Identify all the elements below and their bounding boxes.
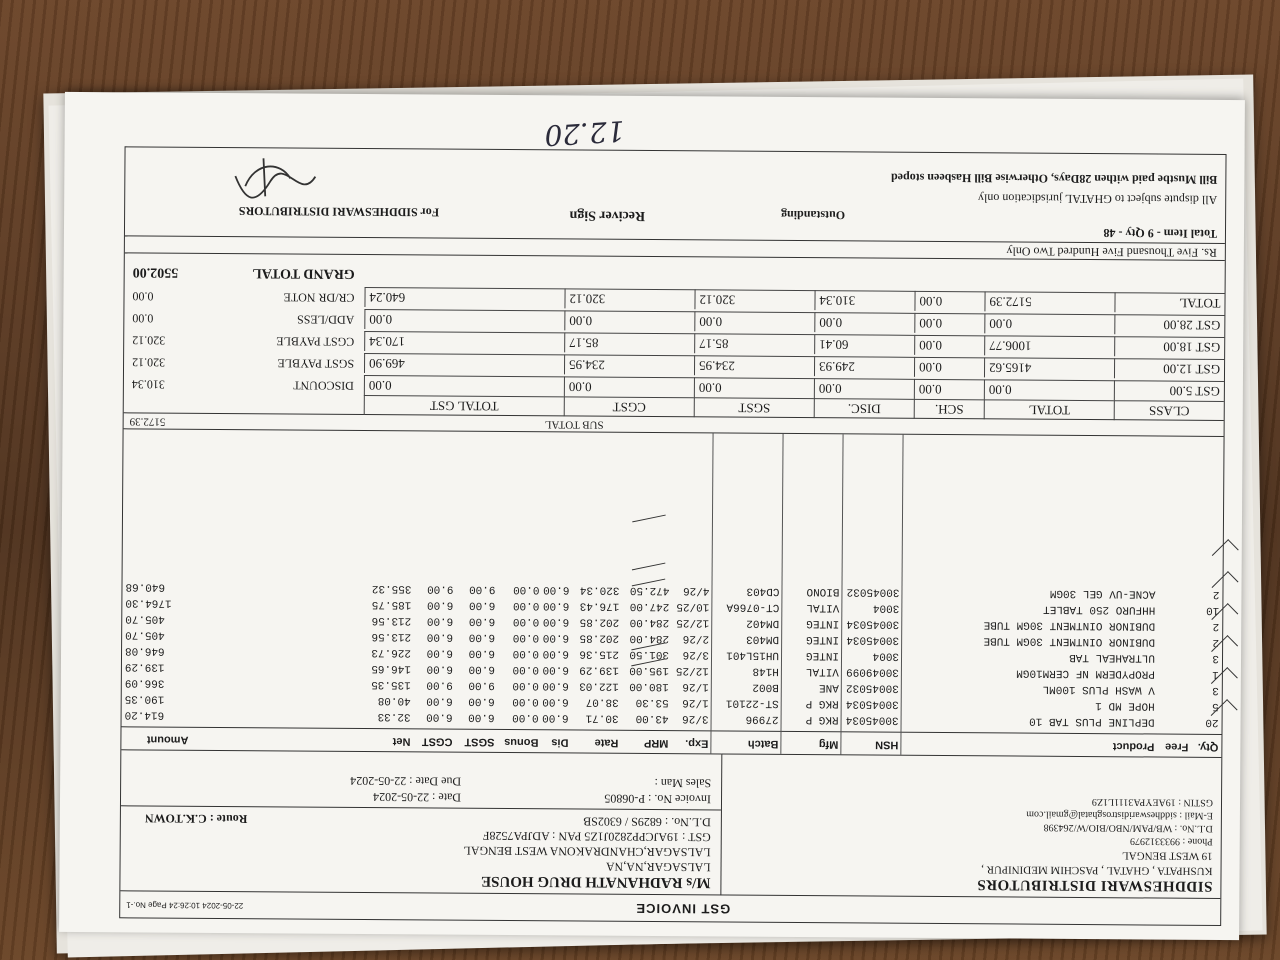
summary-value: 320.12 [132, 333, 166, 348]
gst-header-disc: DISC. [814, 398, 914, 419]
item-sgst: 6.00 [468, 646, 496, 659]
item-amount: 614.20 [124, 708, 165, 721]
gst-cell-cls: GST 12.00 [1114, 358, 1224, 379]
item-sgst: 6.00 [468, 598, 496, 611]
summary-row [124, 307, 364, 329]
item-exp: 3/26 [682, 648, 710, 661]
item-sgst: 6.00 [468, 710, 495, 723]
item-mfg: ANE [818, 681, 839, 694]
header-exp: Exp. [685, 737, 709, 750]
item-bonus: 0.00 [512, 711, 539, 724]
gst-cell-disc: 60.41 [814, 334, 914, 355]
item-mfg: BIONO [806, 585, 840, 598]
buyer-address-2: LALSAGAR,CHANDRAKONA WEST BENGAL [463, 843, 711, 860]
gst-cell-sch: 0.00 [914, 335, 984, 355]
item-qty: 1 [1212, 667, 1219, 680]
item-exp: 2/26 [682, 632, 710, 645]
total-items-qty: Total Item - 9 Qty - 48 [1103, 226, 1218, 241]
seller-phone: Phone : 9933312979 [1129, 835, 1213, 847]
sales-man: Sales Man : [654, 776, 712, 791]
item-sgst: 9.00 [469, 582, 496, 595]
item-hsn: 30045034 [845, 697, 899, 710]
item-dis: 6.00 [542, 615, 570, 628]
summary-value: 0.00 [132, 311, 154, 326]
receiver-sign-label: Reciver Sign [569, 207, 646, 223]
gst-cell-total: 5172.39 [984, 291, 1114, 312]
item-product: DEPLINE PLUS TAB 10 [1029, 714, 1155, 728]
item-hsn: 3004 [872, 649, 900, 662]
item-sgst: 6.00 [468, 630, 496, 643]
item-rate: 202.85 [579, 615, 620, 628]
item-batch: ST-22101 [725, 696, 779, 709]
summary-label: SGST PAYBLE [277, 356, 355, 371]
item-mrp: 180.00 [629, 679, 669, 693]
item-exp: 4/26 [683, 584, 710, 597]
item-net: 355.32 [371, 582, 412, 595]
item-mrp: 472.50 [629, 583, 670, 597]
seller-gstin: GSTIN : 19AEYPA3111L1Z9 [1091, 796, 1214, 808]
grand-total-label: GRAND TOTAL [252, 265, 355, 281]
item-mfg: VITAL [805, 665, 839, 678]
item-free [1158, 665, 1192, 681]
item-cgst: 6.00 [426, 630, 454, 643]
item-qty: 10 [1206, 603, 1220, 616]
item-cgst: 6.00 [426, 662, 453, 675]
item-exp: 10/25 [676, 600, 710, 613]
item-dis: 6.00 [542, 679, 569, 692]
item-mrp: 301.50 [629, 647, 670, 661]
item-amount: 366.09 [124, 676, 165, 689]
item-rate: 38.07 [585, 695, 619, 708]
item-dis: 6.00 [542, 711, 569, 724]
gst-cell-cgst: 0.00 [564, 310, 694, 331]
item-product: HHFURO 250 TABLET [1043, 602, 1156, 616]
item-exp: 1/26 [682, 696, 709, 709]
handwritten-note: 12.20 [543, 114, 626, 153]
item-bonus: 0.00 [512, 615, 540, 628]
item-dis: 6.00 [542, 599, 570, 612]
item-dis: 6.00 [543, 583, 570, 596]
gst-header-cls: CLASS [1114, 400, 1224, 421]
item-sgst: 6.00 [468, 694, 495, 707]
item-cgst: 6.00 [426, 710, 453, 723]
seller-name: SIDDHESWARI DISTRIBUTORS [976, 876, 1213, 894]
item-cgst: 9.00 [426, 678, 453, 691]
header-sgst: SGST [464, 735, 495, 748]
item-rate: 215.36 [579, 647, 620, 660]
gst-cell-tgst: 640.24 [364, 287, 564, 308]
gst-cell-tgst: 0.00 [364, 309, 564, 330]
item-qty: 20 [1205, 715, 1219, 728]
gst-cell-disc: 310.34 [814, 290, 914, 311]
item-dis: 6.00 [542, 695, 569, 708]
summary-value: 320.12 [132, 355, 166, 370]
item-rate: 139.29 [579, 663, 619, 676]
gst-cell-disc: 0.00 [814, 312, 914, 333]
item-net: 213.56 [371, 630, 412, 643]
outstanding-label: Outstanding [781, 207, 846, 223]
item-mrp: 284.00 [629, 615, 670, 629]
item-sgst: 6.00 [468, 614, 496, 627]
header-dis: Dis [551, 736, 569, 749]
item-free [1158, 601, 1192, 617]
item-hsn: 30045034 [846, 633, 900, 646]
item-mfg: VITAL [806, 601, 840, 614]
item-mrp: 195.00 [629, 663, 669, 677]
jurisdiction-note: All dispute subject to GHATAL jurisdication only [977, 191, 1218, 207]
item-product: PROPYDERM NF CERM10GM [1016, 666, 1155, 680]
header-qty: Qty. [1197, 740, 1219, 753]
invoice-date: Date : 22-05-2024 [372, 790, 462, 805]
seller-address-1: KUSHPATA , GHATAL , PASCHIM MEDINIPUR , [981, 863, 1213, 877]
buyer-dl: D.L.No. : 6829S / 6302SB [583, 814, 711, 830]
item-bonus: 0.00 [513, 583, 540, 596]
item-batch: DM402 [746, 616, 780, 629]
item-amount: 646.08 [125, 644, 165, 657]
page-info: 22-05-2024 10:26:24 Page No.-1 [126, 900, 244, 911]
item-amount: 139.29 [124, 660, 165, 673]
item-exp: 1/26 [682, 680, 709, 693]
summary-label: ADD/LESS [296, 312, 355, 327]
item-batch: DM403 [746, 632, 780, 645]
item-mfg: INTEG [805, 649, 840, 662]
summary-row [124, 351, 364, 373]
item-qty: 3 [1212, 651, 1220, 664]
item-mrp: 53.30 [635, 695, 669, 709]
gst-cell-sch: 0.00 [914, 357, 984, 377]
gst-cell-sch: 0.00 [914, 379, 984, 399]
gst-header-tgst: TOTAL GST [364, 395, 564, 416]
header-net: Net [392, 735, 411, 748]
buyer-block [120, 749, 721, 895]
grand-total-row [125, 261, 365, 283]
item-mrp: 247.00 [629, 599, 670, 613]
seller-address-2: 19 WEST BENGAL [1121, 849, 1213, 862]
item-exp: 12/25 [675, 664, 709, 677]
gst-cell-cls: GST 5.00 [1114, 380, 1224, 401]
header-mfg: Mfg [818, 738, 839, 751]
item-amount: 405.70 [125, 612, 165, 625]
gst-cell-sgst: 85.17 [694, 333, 814, 354]
gst-cell-cgst: 320.12 [564, 288, 694, 309]
item-cgst: 6.00 [426, 614, 454, 627]
summary-label: CGST PAYBLE [276, 334, 355, 349]
summary-row [124, 329, 364, 351]
item-sgst: 9.00 [468, 678, 495, 691]
item-hsn: 30045032 [845, 681, 899, 694]
item-product: ULTRAHEAL TAB [1069, 650, 1156, 664]
item-batch: B002 [752, 680, 779, 693]
gst-cell-tgst: 170.34 [364, 331, 564, 352]
item-mfg: RKG P [805, 713, 839, 726]
item-free [1158, 585, 1192, 601]
item-free [1158, 633, 1192, 649]
item-bonus: 0.00 [512, 599, 540, 612]
item-dis: 6.00 [542, 663, 569, 676]
item-net: 135.35 [371, 678, 411, 691]
gst-cell-cgst: 85.17 [564, 332, 694, 353]
item-batch: 27996 [745, 712, 779, 725]
item-net: 213.56 [371, 614, 412, 627]
gst-header-cgst: CGST [564, 396, 694, 417]
grand-total-value: 5502.00 [132, 264, 179, 280]
signature-scribble [215, 151, 325, 207]
due-date: Due Date : 22-05-2024 [350, 773, 462, 789]
item-cgst: 6.00 [426, 598, 454, 611]
gst-summary-table [124, 252, 1225, 421]
item-rate: 30.71 [585, 711, 619, 724]
gst-cell-total: 0.00 [984, 313, 1114, 334]
item-rate: 202.85 [579, 631, 620, 644]
invoice-footer [125, 147, 1226, 243]
item-net: 146.65 [371, 662, 411, 675]
item-free [1158, 681, 1192, 697]
summary-row [124, 285, 364, 307]
item-qty: 2 [1212, 587, 1220, 600]
subtotal-value: 5172.39 [129, 415, 166, 428]
item-product: HOPE MD 1 [1095, 699, 1155, 712]
item-net: 226.73 [371, 646, 412, 659]
item-cgst: 6.00 [426, 694, 453, 707]
item-free [1158, 617, 1192, 633]
header-bonus: Bonus [504, 735, 539, 749]
gst-cell-disc: 249.93 [814, 356, 914, 377]
header-rate: Rate [594, 736, 619, 749]
header-hsn: HSN [875, 738, 899, 751]
item-hsn: 30045032 [846, 585, 900, 598]
item-amount: 190.35 [124, 692, 165, 705]
header-amount: Amount [146, 733, 189, 746]
item-rate: 320.34 [579, 583, 620, 596]
gst-cell-total: 4165.62 [984, 357, 1114, 378]
gst-cell-sch: 0.00 [914, 291, 984, 311]
item-bonus: 0.00 [512, 679, 539, 692]
item-net: 185.75 [371, 598, 412, 611]
summary-value: 310.34 [131, 377, 165, 392]
gst-cell-cls: GST 18.00 [1114, 336, 1224, 357]
summary-row [124, 373, 364, 395]
item-rate: 176.43 [579, 599, 620, 612]
item-cgst: 9.00 [427, 582, 454, 595]
item-net: 40.08 [377, 694, 411, 707]
gst-cell-tgst: 0.00 [364, 375, 564, 396]
gst-cell-cgst: 234.95 [564, 354, 694, 375]
invoice-number: Invoice No. : P-06805 [604, 791, 712, 807]
header-product: Product [1112, 740, 1155, 753]
gst-header-sch: SCH. [914, 399, 984, 419]
gst-cell-sgst: 0.00 [694, 311, 814, 332]
item-qty: 3 [1212, 683, 1219, 696]
gst-cell-cls: GST 28.00 [1114, 314, 1224, 335]
item-mrp: 43.00 [635, 711, 669, 725]
gst-cell-sgst: 0.00 [694, 377, 814, 398]
item-hsn: 30049099 [846, 665, 899, 678]
buyer-gst-pan: GST : 19AJCPP2820J1Z5 PAN : ADJPA7528F [482, 828, 711, 845]
gst-cell-disc: 0.00 [814, 378, 914, 399]
item-product: ACNE-UV GEL 30GM [1049, 586, 1156, 600]
item-dis: 6.00 [542, 647, 570, 660]
item-qty: 2 [1212, 619, 1220, 632]
header-batch: Batch [747, 737, 779, 750]
item-mfg: RKG P [805, 697, 839, 710]
item-mfg: INTEG [806, 617, 840, 630]
payment-terms-note: Bill Mustbe paid withen 28Days, Otherwise Bill Hasbeen stoped [890, 170, 1218, 187]
items-body [122, 428, 1224, 735]
item-hsn: 30045034 [846, 617, 900, 630]
item-batch: H148 [752, 664, 779, 677]
gst-cell-sch: 0.00 [914, 313, 984, 333]
header-cgst: CGST [421, 735, 453, 748]
item-bonus: 0.00 [512, 631, 540, 644]
amount-in-words: Rs. Five Thousand Five Hundred Two Only [125, 235, 1225, 261]
item-amount: 640.68 [125, 580, 166, 593]
item-bonus: 0.00 [512, 695, 539, 708]
summary-value: 0.00 [132, 289, 154, 304]
invoice-sheet [59, 92, 1245, 940]
item-hsn: 30045034 [845, 713, 899, 726]
item-mfg: INTEG [806, 633, 840, 646]
gst-cell-total: 1006.77 [984, 335, 1114, 356]
summary-label: DISCOUNT [293, 378, 354, 393]
gst-cell-sgst: 234.95 [694, 355, 814, 376]
item-free [1158, 649, 1192, 665]
summary-label: CR/DR NOTE [283, 290, 355, 305]
gst-cell-sgst: 320.12 [694, 289, 814, 310]
item-bonus: 0.00 [512, 647, 540, 660]
item-product: DUBINOR OINTMENT 30GM TUBE [983, 618, 1156, 632]
item-amount: 405.70 [125, 628, 165, 641]
item-dis: 6.00 [542, 631, 570, 644]
item-free [1158, 713, 1192, 729]
header-mrp: MRP [643, 736, 669, 750]
item-exp: 3/26 [682, 712, 709, 725]
item-free [1158, 697, 1192, 713]
item-exp: 12/25 [676, 616, 710, 629]
invoice-meta [121, 768, 721, 810]
item-qty: 5 [1212, 699, 1219, 712]
item-hsn: 3004 [872, 601, 900, 614]
item-amount: 1764.30 [125, 596, 172, 609]
item-batch: CT-0766A [726, 600, 780, 613]
buyer-address-1: LALSAGAR,NA,NA [605, 859, 711, 875]
seller-dl: D.L.No. : WB/PAM/NBO/BIO/W/264398 [1043, 821, 1213, 834]
item-net: 32.33 [377, 710, 411, 723]
item-product: DUBINOR OINTMENT 30GM TUBE [983, 634, 1156, 648]
item-bonus: 0.00 [512, 663, 539, 676]
item-batch: UH15L401 [726, 648, 780, 661]
buyer-name: M/s RADHANATH DRUG HOUSE [481, 872, 711, 891]
gst-cell-cls: TOTAL [1114, 292, 1224, 313]
item-mrp: 284.00 [629, 631, 670, 645]
gst-header-total: TOTAL [984, 399, 1114, 420]
item-sgst: 6.00 [468, 662, 495, 675]
item-batch: CD403 [746, 584, 780, 597]
buyer-route: Route : C.K.TOWN [144, 811, 248, 827]
gst-header-sgst: SGST [694, 397, 814, 418]
subtotal-label: SUB TOTAL [544, 418, 604, 431]
gst-cell-tgst: 469.90 [364, 353, 564, 374]
header-free: Free [1165, 740, 1189, 753]
item-product: V WASH PLUS 100ML [1042, 682, 1155, 696]
seller-email: E-Mail : siddheswaridistrosghatal@gmail.com [1026, 808, 1213, 821]
item-qty: 2 [1212, 635, 1220, 648]
gst-cell-total: 0.00 [984, 379, 1114, 400]
seller-block [720, 753, 1221, 898]
invoice-frame [119, 146, 1226, 926]
gst-cell-cgst: 0.00 [564, 376, 694, 397]
item-cgst: 6.00 [426, 646, 454, 659]
for-company-label: For SIDDHESWARI DISTRIBUTORS [238, 204, 440, 220]
invoice-title: GST INVOICE [635, 900, 731, 917]
item-rate: 122.03 [579, 679, 619, 692]
